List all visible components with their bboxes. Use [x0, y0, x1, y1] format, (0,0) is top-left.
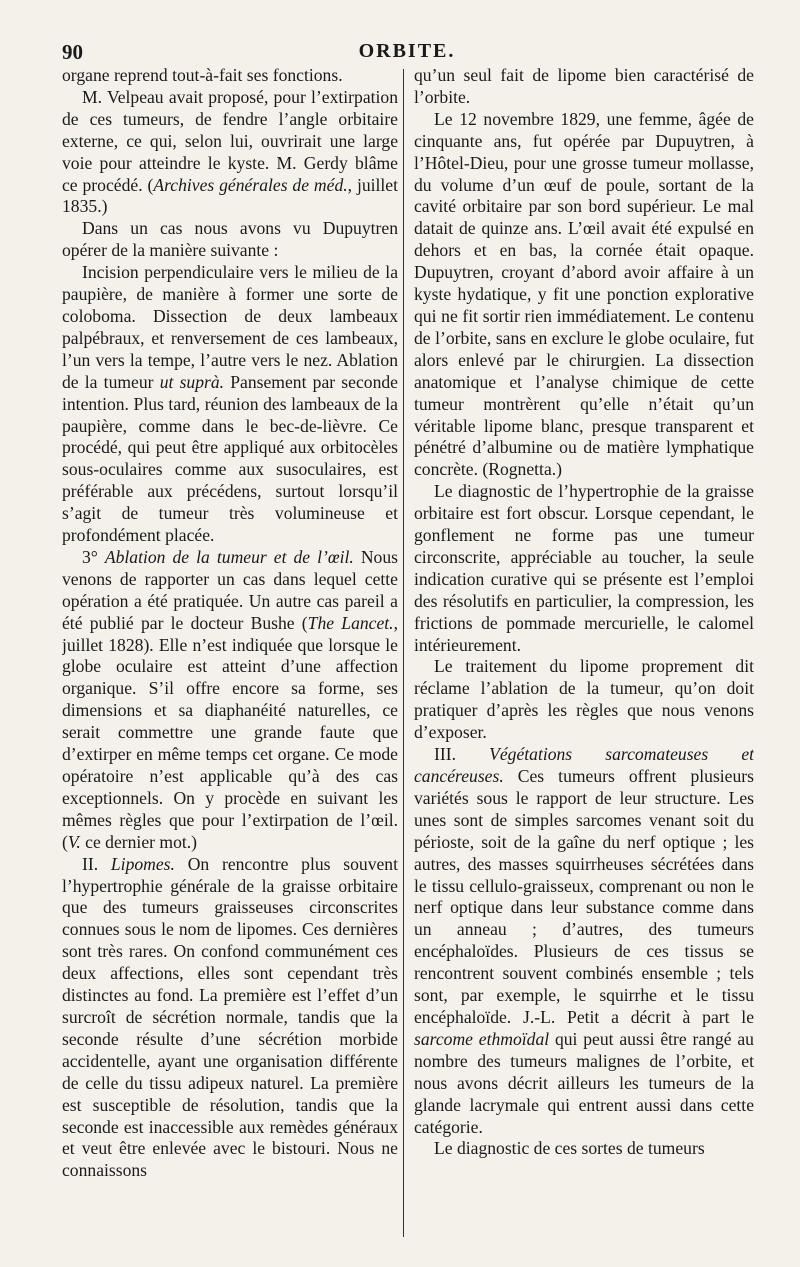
paragraph: Le diagnostic de l’hypertrophie de la graisse orbitaire est fort obscur. Lorsque cependant, le gonflement ne forme pas une tumeur circonscrite, appréciable au toucher, la seule indication curative qui se présente est l’emploi des résolutifs en particulier, la compression, les frictions de pommade mercurielle, le calomel intérieurement.: [414, 481, 754, 655]
paragraph: 3° Ablation de la tumeur et de l’œil. Nous venons de rapporter un cas dans lequel cette opération a été pratiquée. Un autre cas pareil a été publié par le docteur Bushe (The Lancet., juillet 1828). Elle n’est indiquée que lorsque le globe oculaire est atteint d’une affection organique. S’il offre encore sa forme, ses dimensions et sa diaphanéité naturelles, ce serait commettre une grande faute que d’extirper en même temps cet organe. Ce mode opératoire n’est applicable qu’à des cas exceptionnels. On y procède en suivant les mêmes règles que pour l’extirpation de l’œil. (V. ce dernier mot.): [62, 546, 398, 852]
paragraph: Incision perpendiculaire vers le milieu de la paupière, de manière à former une sorte de coloboma. Dissection de deux lambeaux palpébraux, et renversement de ces lambeaux, l’un vers la tempe, l’autre vers le nez. Ablation de la tumeur ut suprà. Pansement par seconde intention. Plus tard, réunion des lambeaux de la paupière, comme dans le bec-de-lièvre. Ce procédé, qui peut être appliqué aux orbitocèles sous-oculaires comme aux susoculaires, est préférable aux précédens, surtout lorsqu’il s’agit de tumeur très volumineuse et profondément placée.: [62, 262, 398, 546]
running-title: ORBITE.: [358, 40, 456, 62]
paragraph: III. Végétations sarcomateuses et cancéreuses. Ces tumeurs offrent plusieurs variétés sous le rapport de leur structure. Les unes sont de simples sarcomes venant soit du périoste, soit de la gaîne du nerf optique ; les autres, des masses squirrheuses sécrétées dans le tissu cellulo-graisseux, comprenant ou non le nerf optique dans leur substance comme dans un anneau ; d’autres, des tumeurs encéphaloïdes. Plusieurs de ces tissus se rencontrent souvent combinés ensemble ; tels sont, par exemple, le squirrhe et le tissu encéphaloïde. J.-L. Petit a décrit à part le sarcome ethmoïdal qui peut aussi être rangé au nombre des tumeurs malignes de l’orbite, et nous avons décrit ailleurs les tumeurs de la glande lacrymale qui entrent aussi dans cette catégorie.: [414, 744, 754, 1137]
left-column: [62, 65, 398, 1245]
paragraph: Le diagnostic de ces sortes de tumeurs: [434, 1138, 705, 1159]
paragraph: Le 12 novembre 1829, une femme, âgée de cinquante ans, fut opérée par Dupuytren, à l’Hôtel-Dieu, pour une grosse tumeur mollasse, du volume d’un œuf de poule, sortant de la cavité orbitaire par son bord supérieur. Le mal datait de quinze ans. L’œil avait été expulsé en dehors et en bas, la cornée était opaque. Dupuytren, croyant d’abord avoir affaire à un kyste hydatique, y fit une ponction explorative qui ne fit sortir rien immédiatement. Le contenu de l’orbite, sans en exclure le globe oculaire, fut alors enlevé par le chirurgien. La dissection anatomique et l’analyse chimique de cette tumeur montrèrent qu’elle n’était qu’un véritable lipome blanc, presque transparent et pénétré d’albumine ou de matière lymphatique concrète. (Rognetta.): [414, 108, 754, 480]
text-columns: [62, 65, 756, 1245]
paragraph: M. Velpeau avait proposé, pour l’extirpation de ces tumeurs, de fendre l’angle orbitaire externe, ce qui, selon lui, ouvrirait une large voie pour atteindre le kyste. M. Gerdy blâme ce procédé. (Archives générales de méd., juillet 1835.): [62, 86, 398, 217]
right-column: [414, 65, 754, 1245]
paragraph: II. Lipomes. On rencontre plus souvent l’hypertrophie générale de la graisse orbitaire que des tumeurs graisseuses circonscrites connues sous le nom de lipomes. Ces dernières sont très rares. On confond communément ces deux affections, elles sont cependant très distinctes au fond. La première est l’effet d’un surcroît de sécrétion normale, tandis que la seconde résulte d’une sécrétion morbide accidentelle, ayant une organisation différente de celle du tissu adipeux naturel. La première est susceptible de résolution, tandis que la seconde est inaccessible aux remèdes généraux et veut être enlevée avec le bistouri. Nous ne connaissons: [62, 853, 398, 1181]
paragraph: Dans un cas nous avons vu Dupuytren opérer de la manière suivante :: [62, 218, 398, 261]
paragraph: qu’un seul fait de lipome bien caractérisé de l’orbite.: [414, 65, 754, 107]
paragraph: Le traitement du lipome proprement dit réclame l’ablation de la tumeur, qu’on doit pratiquer d’après les règles que nous venons d’exposer.: [414, 656, 754, 743]
page-number: 90: [62, 40, 83, 64]
paragraph: organe reprend tout-à-fait ses fonctions.: [62, 65, 343, 85]
column-divider: [403, 69, 404, 1237]
